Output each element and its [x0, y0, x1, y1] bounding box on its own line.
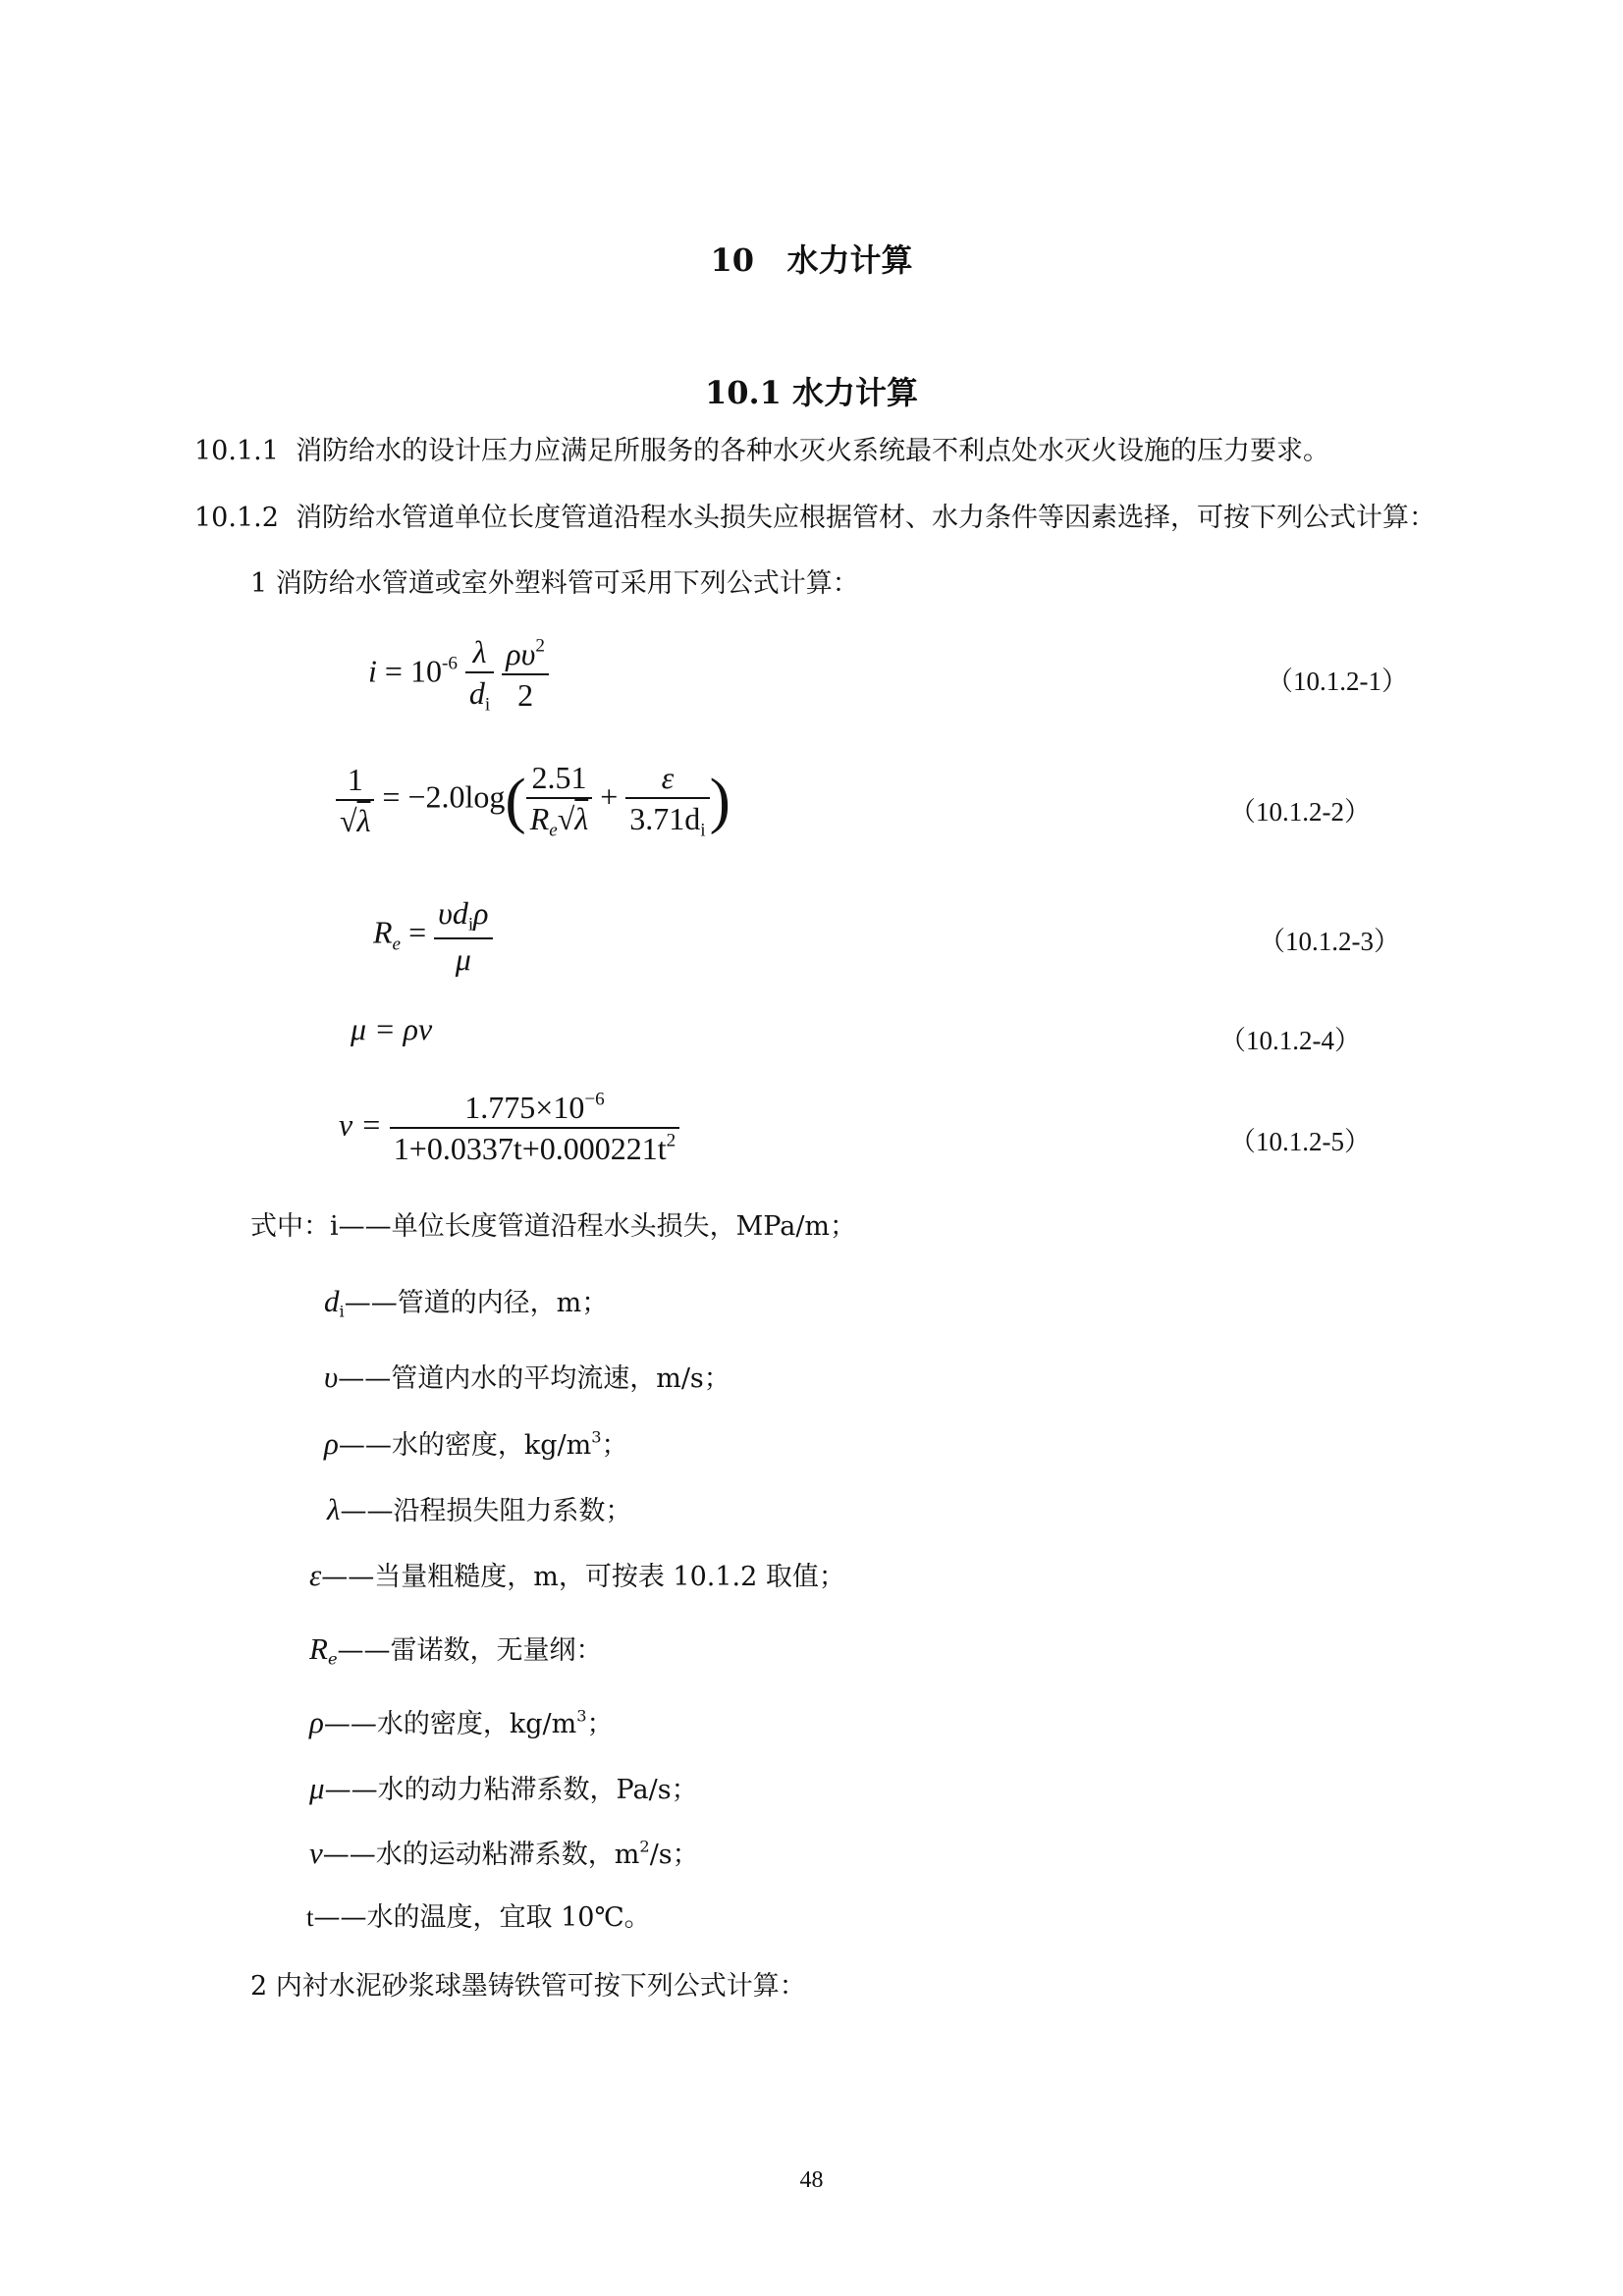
- section-title: 水力计算: [792, 374, 919, 411]
- fraction: [625, 758, 709, 843]
- definition-rho: [324, 1428, 628, 1459]
- formula-10-1-2-4: μ = ρν: [351, 1011, 433, 1046]
- equation-number: （10.1.2-5）: [1229, 1127, 1371, 1156]
- fraction: [526, 758, 593, 843]
- chapter-number: 10: [710, 241, 755, 279]
- clause-text: 消防给水的设计压力应满足所服务的各种水灭火系统最不利点处水灭火设施的压力要求。: [296, 436, 1330, 466]
- numerator: $1.775\times 10^{-6}$: [390, 1088, 679, 1129]
- definition-text: ——管道内水的平均流速，m/s；: [338, 1363, 730, 1394]
- clause-text: 消防给水管道单位长度管道沿程水头损失应根据管材、水力条件等因素选择，可按下列公式计算：: [296, 503, 1436, 533]
- formula-symbol: R: [373, 914, 393, 950]
- clause-10-1-1: [194, 438, 1329, 464]
- definition-text: ——水的运动粘滞系数，m: [322, 1840, 640, 1870]
- definition-lambda: [327, 1494, 631, 1524]
- definition-symbol: ν: [309, 1836, 323, 1870]
- definition-nu: [309, 1838, 699, 1868]
- definition-symbol: υ: [324, 1360, 339, 1394]
- numerator: 2.51: [526, 758, 593, 799]
- fraction: [390, 1088, 679, 1168]
- equation-number: （10.1.2-1）: [1267, 667, 1408, 696]
- equation-number: （10.1.2-3）: [1259, 927, 1400, 956]
- definition-t: [306, 1904, 651, 1931]
- definition-subscript: i: [339, 1302, 345, 1321]
- numerator: $\upsilon d_i\rho$: [434, 893, 492, 939]
- numerator: λ: [465, 632, 494, 673]
- definition-symbol: μ: [309, 1771, 325, 1805]
- item-1: 1 消防给水管道或室外塑料管可采用下列公式计算：: [250, 568, 859, 599]
- fraction: [336, 760, 374, 840]
- fraction: [434, 893, 492, 979]
- definition-superscript: 2: [639, 1837, 650, 1856]
- item-2: 2 内衬水泥砂浆球墨铸铁管可按下列公式计算：: [250, 1971, 806, 2002]
- definition-text: ——水的密度，kg/m: [323, 1709, 577, 1739]
- definition-symbol: R: [309, 1631, 328, 1666]
- definition-text: ——管道的内径，m；: [344, 1288, 609, 1318]
- definition-text: ——当量粗糙度，m，可按表 10.1.2 取值；: [321, 1562, 845, 1592]
- definition-text: ——沿程损失阻力系数；: [340, 1496, 632, 1526]
- numerator: ε: [625, 758, 709, 799]
- equation-number: （10.1.2-4）: [1219, 1026, 1361, 1055]
- definition-symbol: λ: [327, 1492, 341, 1526]
- clause-id: 10.1.2: [194, 503, 279, 533]
- denominator: $3.71d_i$: [629, 801, 706, 841]
- formula-symbol: i: [368, 653, 377, 689]
- definition-text: ——水的温度，宜取 10℃。: [313, 1902, 651, 1933]
- denominator: $1+0.0337t+0.000221t^2$: [393, 1130, 676, 1166]
- page-number: 48: [799, 2167, 824, 2193]
- formula-operator: =: [408, 914, 427, 950]
- formula-operator: +: [600, 778, 619, 815]
- numerator: 1: [336, 760, 374, 801]
- formula-exponent: -6: [441, 653, 458, 674]
- definition-symbol: t: [306, 1902, 314, 1932]
- formula-symbol: ν =: [339, 1106, 382, 1143]
- denominator: $d_i$: [468, 675, 491, 716]
- section-heading: [0, 368, 1623, 413]
- formula-10-1-2-1: [368, 632, 549, 718]
- numerator: $\rho\upsilon^2$: [502, 634, 549, 675]
- chapter-title: 水力计算: [786, 241, 913, 279]
- definition-text: ——雷诺数，无量纲：: [337, 1635, 603, 1666]
- definition-upsilon: [324, 1362, 730, 1392]
- definition-symbol: d: [324, 1284, 340, 1318]
- definition-symbol: ρ: [324, 1426, 339, 1461]
- definition-di: [324, 1286, 608, 1320]
- chapter-heading: [0, 236, 1623, 281]
- equation-number: （10.1.2-2）: [1229, 797, 1371, 827]
- formula-10-1-2-2: $\frac{1}{√\lambda}$ = −2.0log( $\frac{2.51}{R_e√\lambda}$ + $\frac{\varepsilon}{3.71d_i}$ ): [336, 758, 730, 843]
- clause-10-1-2: [194, 505, 1435, 531]
- section-number: 10.1: [704, 374, 782, 411]
- where-intro: 式中：i——单位长度管道沿程水头损失，MPa/m；: [250, 1211, 857, 1242]
- definition-mu: [309, 1773, 698, 1803]
- denominator: $R_e√\lambda$: [529, 801, 589, 841]
- denominator: 2: [517, 677, 534, 714]
- definition-text: ——水的动力粘滞系数，Pa/s；: [324, 1775, 698, 1805]
- formula-value: 10: [409, 653, 442, 689]
- definition-subscript: e: [327, 1649, 338, 1669]
- fraction: [465, 632, 494, 718]
- definition-superscript: 3: [591, 1427, 602, 1447]
- formula-10-1-2-5: [339, 1088, 679, 1168]
- definition-rho-2: [309, 1707, 614, 1737]
- clause-id: 10.1.1: [194, 436, 279, 466]
- formula-operator: = −2.0log: [382, 778, 506, 815]
- definition-tail: ；: [601, 1430, 628, 1461]
- definition-text: ——水的密度，kg/m: [338, 1430, 592, 1461]
- formula-subscript: e: [392, 934, 402, 955]
- denominator: μ: [455, 940, 471, 977]
- definition-tail: /s；: [649, 1840, 699, 1870]
- formula-10-1-2-3: [373, 893, 493, 979]
- definition-epsilon: [309, 1560, 845, 1590]
- definition-tail: ；: [586, 1709, 614, 1739]
- definition-symbol: ε: [309, 1558, 322, 1592]
- definition-symbol: ρ: [309, 1705, 324, 1739]
- denominator: √λ: [340, 803, 371, 839]
- formula-operator: =: [384, 653, 403, 689]
- fraction: [502, 634, 549, 715]
- definition-re: [309, 1633, 603, 1668]
- definition-superscript: 3: [576, 1706, 587, 1726]
